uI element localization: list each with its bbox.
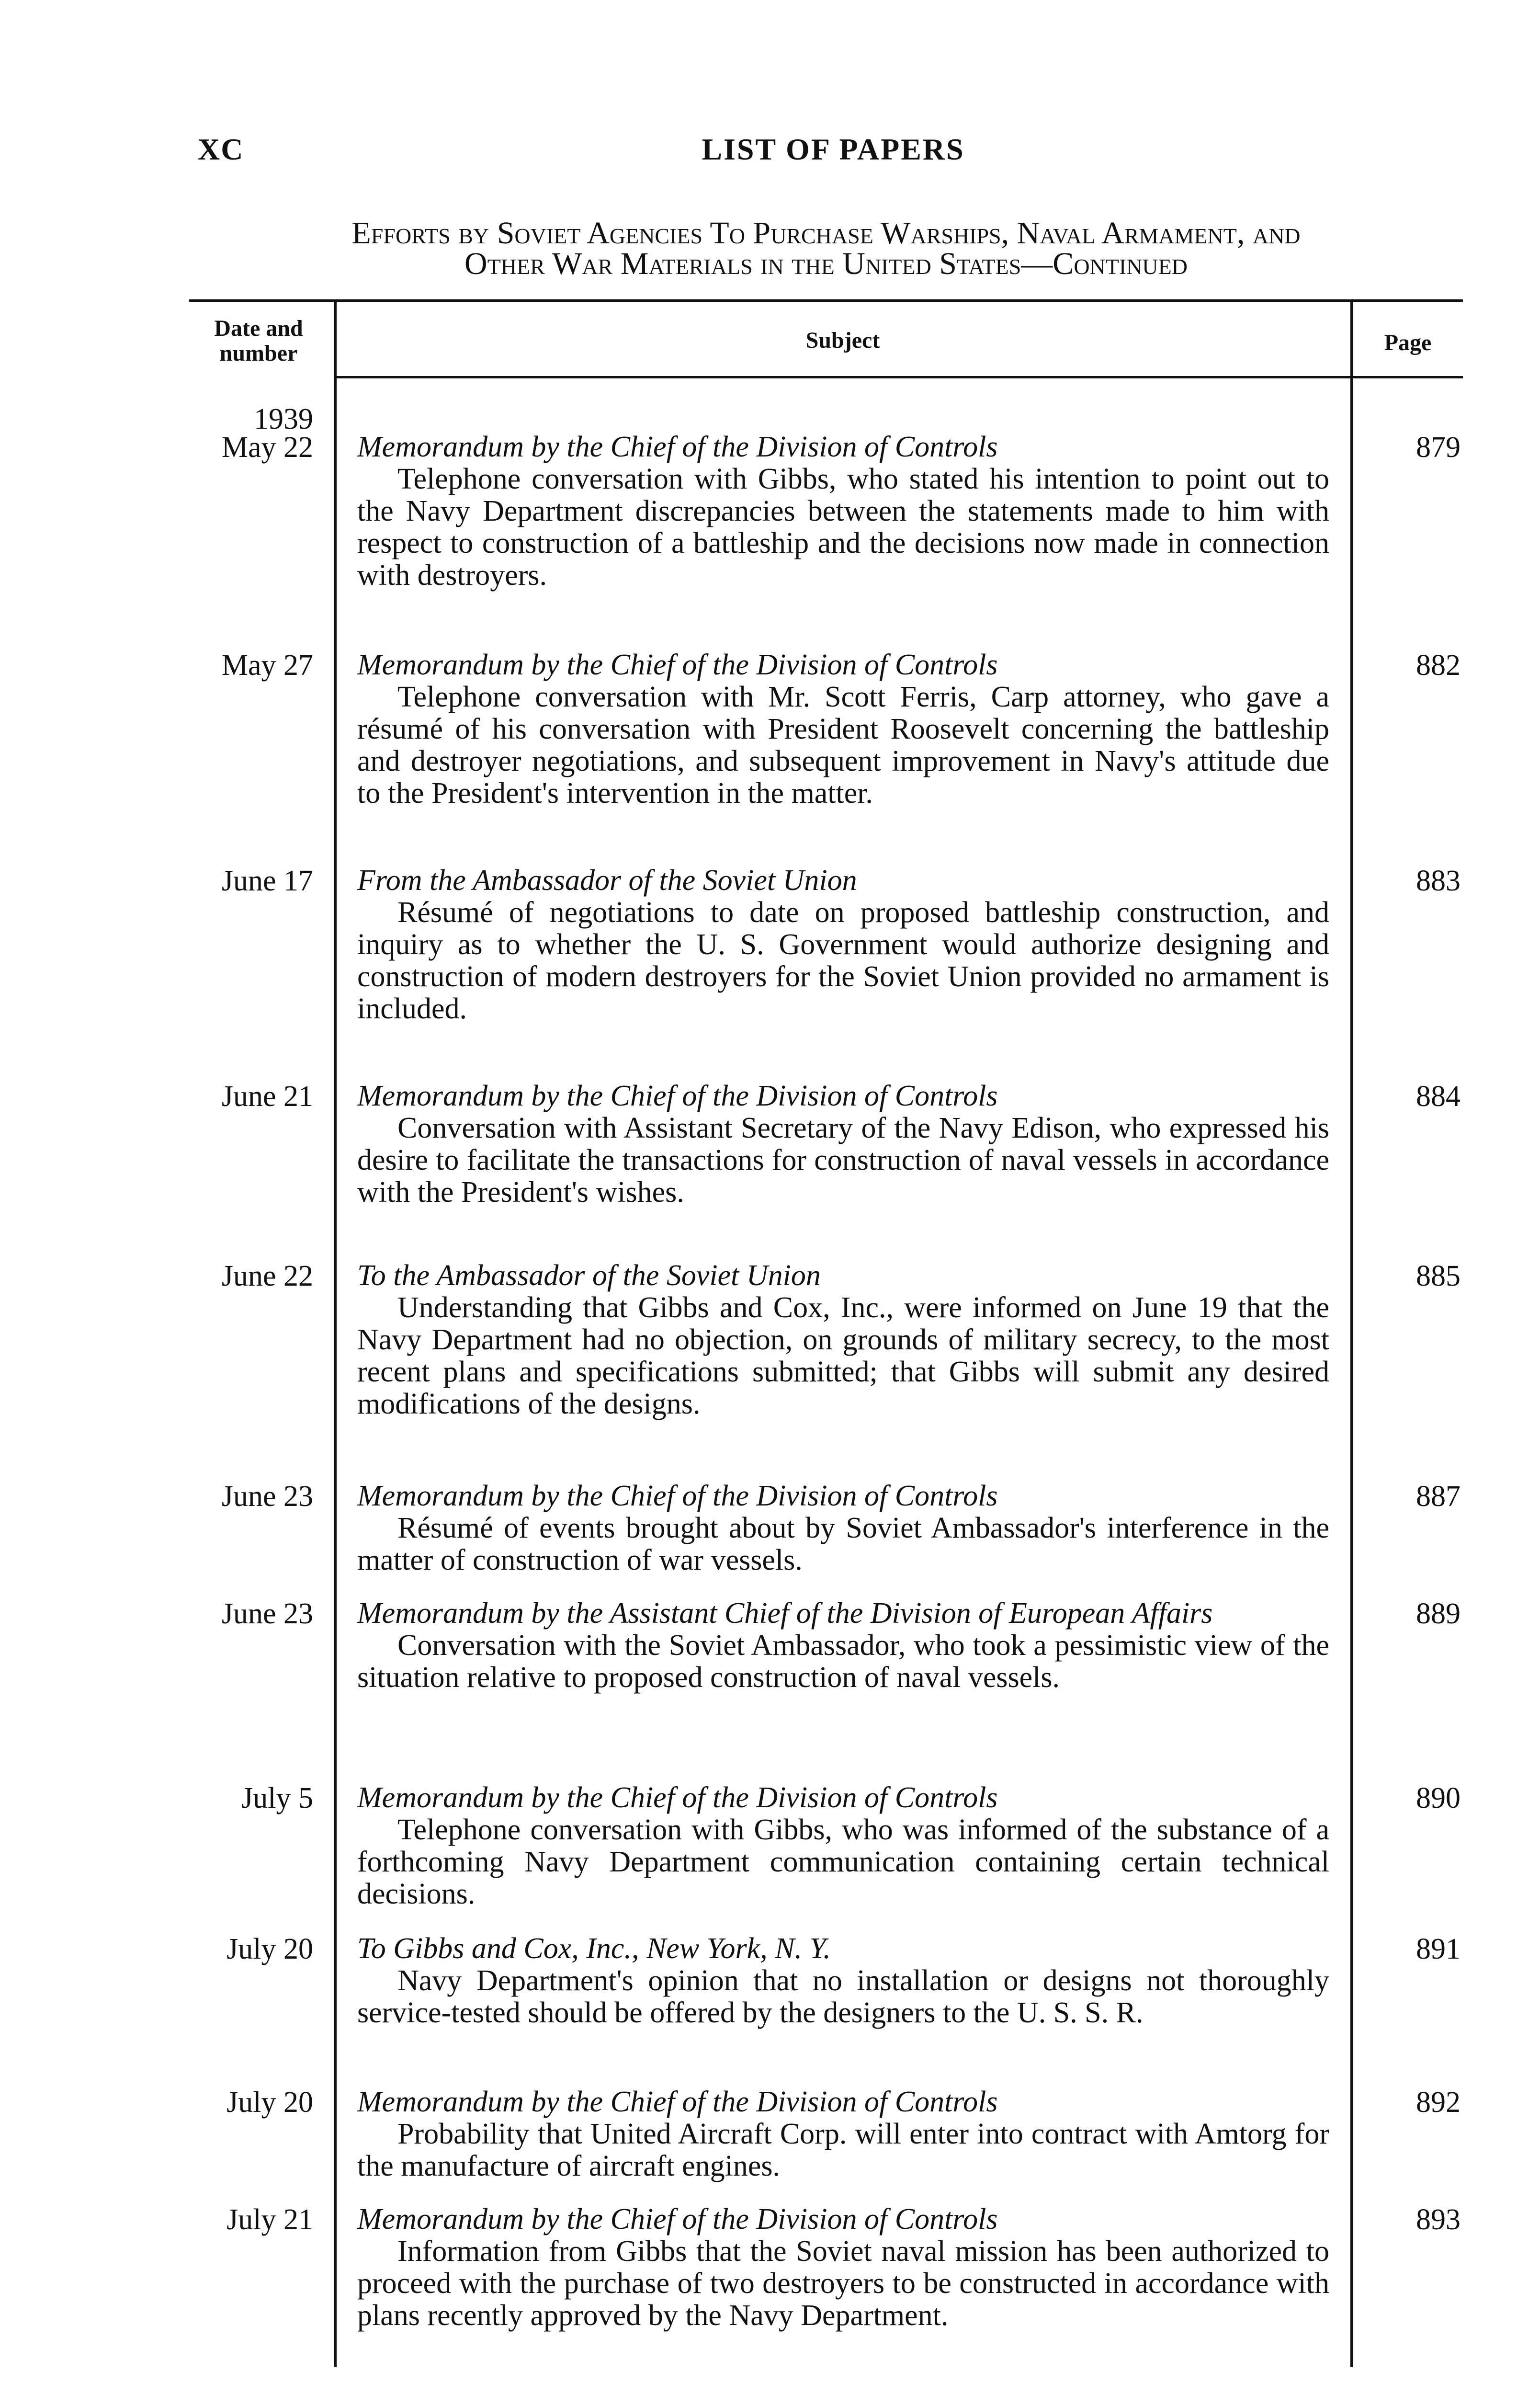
entry-description: Conversation with Assistant Secretary of the Navy Edison, who expressed his desire to facilitate the transactions for construction of naval vessels in accordance with the President's wishes. bbox=[357, 1112, 1329, 1209]
entry-date: June 23 bbox=[221, 1480, 313, 1513]
entry-date: June 23 bbox=[221, 1597, 313, 1630]
entry-page: 884 bbox=[1416, 1080, 1461, 1113]
entry-title: Memorandum by the Chief of the Division of Controls bbox=[357, 431, 998, 463]
entry-description: Understanding that Gibbs and Cox, Inc., were informed on June 19 that the Navy Department had no objection, on grounds of military secrecy, to the most recent plans and specifications submitted; that Gibbs will submit any desired modifications of the designs. bbox=[357, 1291, 1329, 1420]
entry-description: Résumé of events brought about by Soviet Ambassador's interference in the matter of construction of war vessels. bbox=[357, 1512, 1329, 1576]
entry-page: 885 bbox=[1416, 1260, 1461, 1292]
entry-title: From the Ambassador of the Soviet Union bbox=[357, 864, 857, 897]
entry-page: 887 bbox=[1416, 1480, 1461, 1513]
entry-title: To the Ambassador of the Soviet Union bbox=[357, 1259, 821, 1292]
entry-date: July 20 bbox=[226, 1933, 313, 1965]
entry-subject bbox=[357, 1597, 1329, 1694]
running-title: LIST OF PAPERS bbox=[702, 132, 965, 166]
entry-page: 892 bbox=[1416, 2086, 1461, 2119]
entry-title: Memorandum by the Chief of the Division of Controls bbox=[357, 649, 998, 681]
column-divider-left bbox=[334, 302, 337, 2367]
entry-title: Memorandum by the Chief of the Division of Controls bbox=[357, 2203, 998, 2235]
entry-description: Information from Gibbs that the Soviet naval mission has been authorized to proceed with the purchase of two destroyers to be constructed in accordance with plans recently approved by the Navy Department. bbox=[357, 2235, 1329, 2332]
entry-date: May 22 bbox=[221, 431, 313, 464]
entry-page: 891 bbox=[1416, 1933, 1461, 1965]
entry-description: Telephone conversation with Gibbs, who was informed of the substance of a forthcoming Navy Department communication containing certain technical decisions. bbox=[357, 1813, 1329, 1910]
entry-description: Telephone conversation with Gibbs, who stated his intention to point out to the Navy Department discrepancies between the statements made to him with respect to construction of a battleship and the decisions now made in connection with destroyers. bbox=[357, 463, 1329, 592]
entry-page: 890 bbox=[1416, 1782, 1461, 1814]
entry-page: 889 bbox=[1416, 1597, 1461, 1630]
entry-page: 882 bbox=[1416, 649, 1461, 682]
table-top-rule bbox=[189, 299, 1463, 302]
section-heading-line-1: Efforts by Soviet Agencies To Purchase Warships, Naval Armament, and bbox=[351, 216, 1301, 251]
column-header-date: Date and number bbox=[214, 316, 303, 366]
entry-title: Memorandum by the Chief of the Division of Controls bbox=[357, 2086, 998, 2118]
column-header-page: Page bbox=[1384, 330, 1432, 355]
entry-description: Conversation with the Soviet Ambassador, who took a pessimistic view of the situation relative to proposed construction of naval vessels. bbox=[357, 1629, 1329, 1694]
entry-date: July 20 bbox=[226, 2086, 313, 2119]
section-heading bbox=[189, 218, 1463, 279]
entry-subject bbox=[357, 1933, 1329, 2029]
entry-description: Probability that United Aircraft Corp. will enter into contract with Amtorg for the manufacture of aircraft engines. bbox=[357, 2118, 1329, 2182]
entry-date: July 5 bbox=[241, 1782, 313, 1814]
entry-title: Memorandum by the Assistant Chief of the Division of European Affairs bbox=[357, 1597, 1213, 1630]
entry-subject bbox=[357, 1080, 1329, 1209]
section-heading-line-2: Other War Materials in the United States—Continued bbox=[464, 246, 1188, 281]
entry-date: June 22 bbox=[221, 1260, 313, 1292]
entry-page: 879 bbox=[1416, 431, 1461, 464]
entry-subject bbox=[357, 649, 1329, 810]
entry-subject bbox=[357, 865, 1329, 1025]
entry-subject bbox=[357, 1782, 1329, 1910]
entry-page: 883 bbox=[1416, 865, 1461, 897]
entry-subject bbox=[357, 2086, 1329, 2182]
entry-subject bbox=[357, 1260, 1329, 1420]
entry-date: May 27 bbox=[221, 649, 313, 682]
entry-description: Navy Department's opinion that no installation or designs not thoroughly service-tested should be offered by the designers to the U. S. S. R. bbox=[357, 1964, 1329, 2029]
entry-date: June 21 bbox=[221, 1080, 313, 1113]
entry-description: Résumé of negotiations to date on proposed battleship construction, and inquiry as to whether the U. S. Government would authorize designing and construction of modern destroyers for the Soviet Union provided no armament is included. bbox=[357, 896, 1329, 1025]
column-divider-right bbox=[1350, 302, 1353, 2367]
header-bottom-rule-page bbox=[1351, 376, 1463, 378]
entry-subject bbox=[357, 431, 1329, 592]
page-folio: XC bbox=[198, 132, 244, 166]
year-label: 1939 bbox=[254, 403, 313, 435]
entry-page: 893 bbox=[1416, 2203, 1461, 2236]
entry-title: Memorandum by the Chief of the Division of Controls bbox=[357, 1080, 998, 1112]
entry-title: Memorandum by the Chief of the Division of Controls bbox=[357, 1781, 998, 1814]
column-header-subject: Subject bbox=[805, 328, 880, 353]
entry-subject bbox=[357, 2203, 1329, 2332]
entry-title: To Gibbs and Cox, Inc., New York, N. Y. bbox=[357, 1932, 831, 1965]
entry-date: July 21 bbox=[226, 2203, 313, 2236]
header-bottom-rule bbox=[335, 376, 1351, 378]
entry-date: June 17 bbox=[221, 865, 313, 897]
entry-title: Memorandum by the Chief of the Division of Controls bbox=[357, 1480, 998, 1512]
entry-description: Telephone conversation with Mr. Scott Ferris, Carp attorney, who gave a résumé of his conversation with President Roosevelt concerning the battleship and destroyer negotiations, and subsequent improvement in Navy's attitude due to the President's intervention in the matter. bbox=[357, 681, 1329, 810]
entry-subject bbox=[357, 1480, 1329, 1576]
